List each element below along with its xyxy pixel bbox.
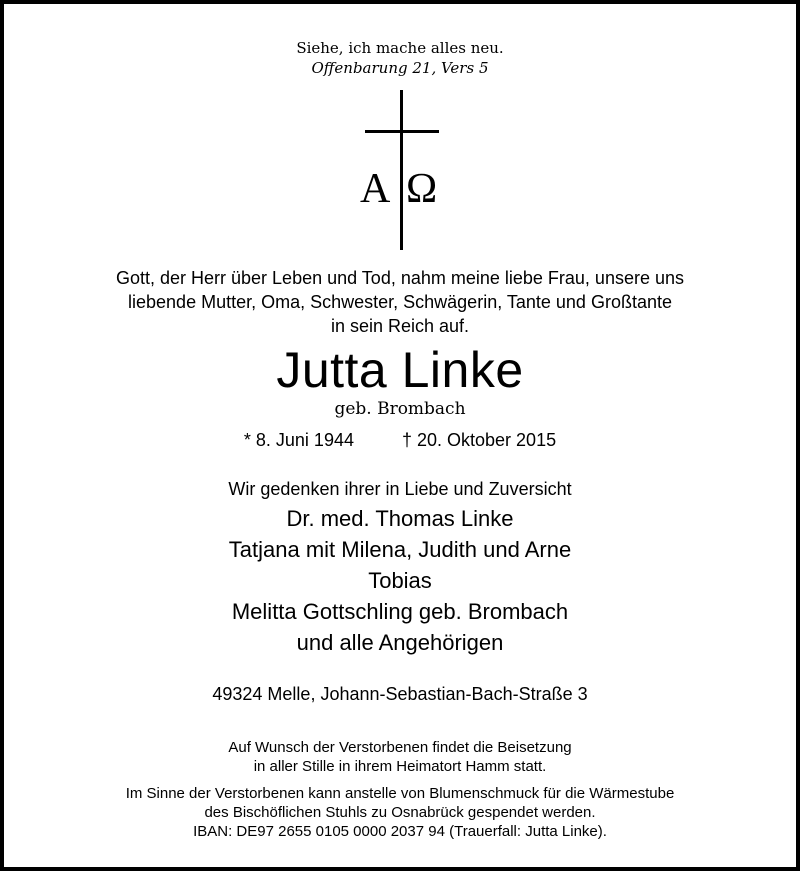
donation-line-1: Im Sinne der Verstorbenen kann anstelle von Blumenschmuck für die Wärmestube [125, 785, 675, 802]
mourner-name: Dr. med. Thomas Linke [286, 506, 514, 531]
cross-vertical-bar [400, 90, 403, 250]
birth-date: * 8. Juni 1944 [243, 430, 354, 450]
omega-symbol: Ω [406, 166, 438, 212]
mourners-address: 49324 Melle, Johann-Sebastian-Bach-Straße 3 [212, 684, 588, 704]
burial-line-2: in aller Stille in ihrem Heimatort Hamm statt. [253, 758, 547, 775]
mourner-name: Melitta Gottschling geb. Brombach [231, 599, 569, 624]
donation-line-2: des Bischöflichen Stuhls zu Osnabrück gespendet werden. [204, 804, 596, 821]
burial-line-1: Auf Wunsch der Verstorbenen findet die Beisetzung [228, 739, 572, 756]
intro-line-1: Gott, der Herr über Leben und Tod, nahm meine liebe Frau, unsere uns [115, 268, 684, 288]
mourners-intro: Wir gedenken ihrer in Liebe und Zuversicht [228, 479, 572, 499]
donation-line-3: IBAN: DE97 2655 0105 0000 2037 94 (Trauerfall: Jutta Linke). [193, 823, 607, 840]
death-announcement-text [4, 266, 796, 338]
intro-line-3: in sein Reich auf. [330, 316, 470, 336]
mourners-list [4, 503, 796, 658]
bible-verse [4, 38, 796, 78]
burial-note [4, 738, 796, 776]
life-dates [4, 428, 796, 452]
intro-line-2: liebende Mutter, Oma, Schwester, Schwägerin, Tante und Großtante [128, 292, 672, 312]
mourner-name: Tobias [368, 568, 432, 593]
maiden-name: geb. Brombach [334, 399, 466, 419]
mourner-name: und alle Angehörigen [296, 630, 504, 655]
donation-note [4, 784, 796, 841]
alpha-symbol: A [360, 166, 391, 212]
death-date: † 20. Oktober 2015 [401, 430, 557, 450]
cross-horizontal-bar [365, 130, 439, 133]
verse-reference: Offenbarung 21, Vers 5 [311, 59, 489, 77]
mourner-name: Tatjana mit Milena, Judith und Arne [228, 537, 572, 562]
deceased-name: Jutta Linke [276, 342, 524, 398]
verse-text: Siehe, ich mache alles neu. [296, 39, 504, 57]
